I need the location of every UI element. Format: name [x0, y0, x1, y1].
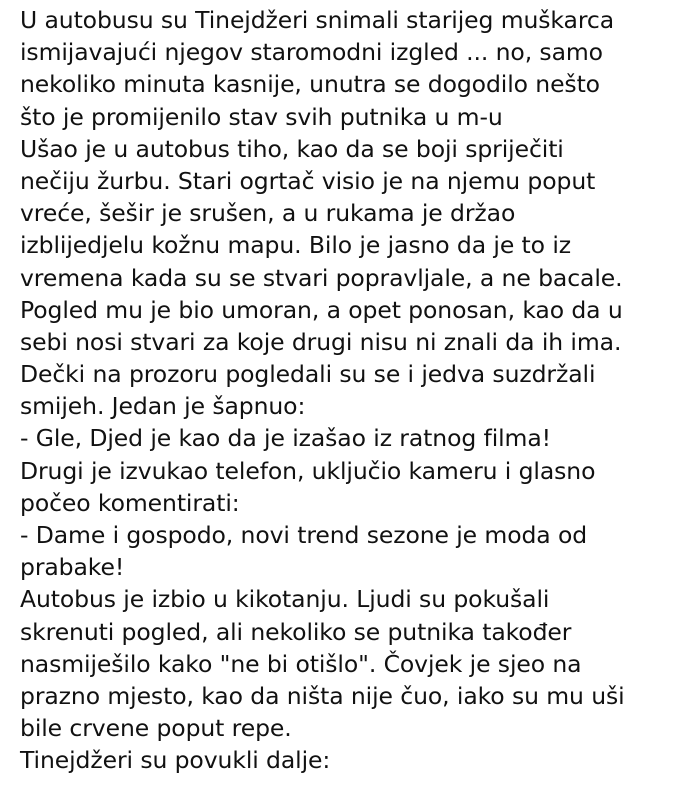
text-line: Tinejdžeri su povukli dalje:	[20, 746, 331, 775]
text-line: Autobus je izbio u kikotanju. Ljudi su pokušali	[20, 585, 550, 614]
text-line: što je promijenilo stav svih putnika u m-u	[20, 102, 503, 131]
text-line: sebi nosi stvari za koje drugi nisu ni znali da ih ima.	[20, 327, 622, 356]
text-line: skrenuti pogled, ali nekoliko se putnika također	[20, 617, 572, 646]
text-line: nečiju žurbu. Stari ogrtač visio je na njemu poput	[20, 166, 596, 195]
text-line: Pogled mu je bio umoran, a opet ponosan, kao da u	[20, 295, 623, 324]
text-line: - Dame i gospodo, novi trend sezone je moda od	[20, 521, 588, 549]
text-line: Ušao je u autobus tiho, kao da se boji spriječiti	[20, 134, 564, 163]
text-line: bile crvene poput repe.	[20, 714, 292, 743]
text-line: nekoliko minuta kasnije, unutra se dogodilo nešto	[20, 70, 600, 99]
text-line: počeo komentirati:	[20, 488, 240, 517]
text-line: Drugi je izvukao telefon, uključio kameru i glasno	[20, 456, 596, 485]
post-body	[20, 4, 690, 777]
text-line: ismijavajući njegov staromodni izgled ... no, samo	[20, 38, 603, 67]
text-line: nasmiješilo kako "ne bi otišlo". Čovjek je sjeo na	[20, 649, 582, 678]
text-line: U autobusu su Tinejdžeri snimali starijeg muškarca	[20, 6, 614, 34]
text-line: smijeh. Jedan je šapnuo:	[20, 392, 306, 421]
text-line: prabake!	[20, 553, 125, 582]
text-line: - Gle, Djed je kao da je izašao iz ratnog filma!	[20, 424, 551, 453]
text-line: izblijedjelu kožnu mapu. Bilo je jasno da je to iz	[20, 231, 571, 260]
text-line: vremena kada su se stvari popravljale, a ne bacale.	[20, 263, 623, 292]
text-line: Dečki na prozoru pogledali su se i jedva suzdržali	[20, 360, 596, 389]
text-line: prazno mjesto, kao da ništa nije čuo, iako su mu uši	[20, 681, 625, 710]
text-line: vreće, šešir je srušen, a u rukama je držao	[20, 199, 516, 228]
